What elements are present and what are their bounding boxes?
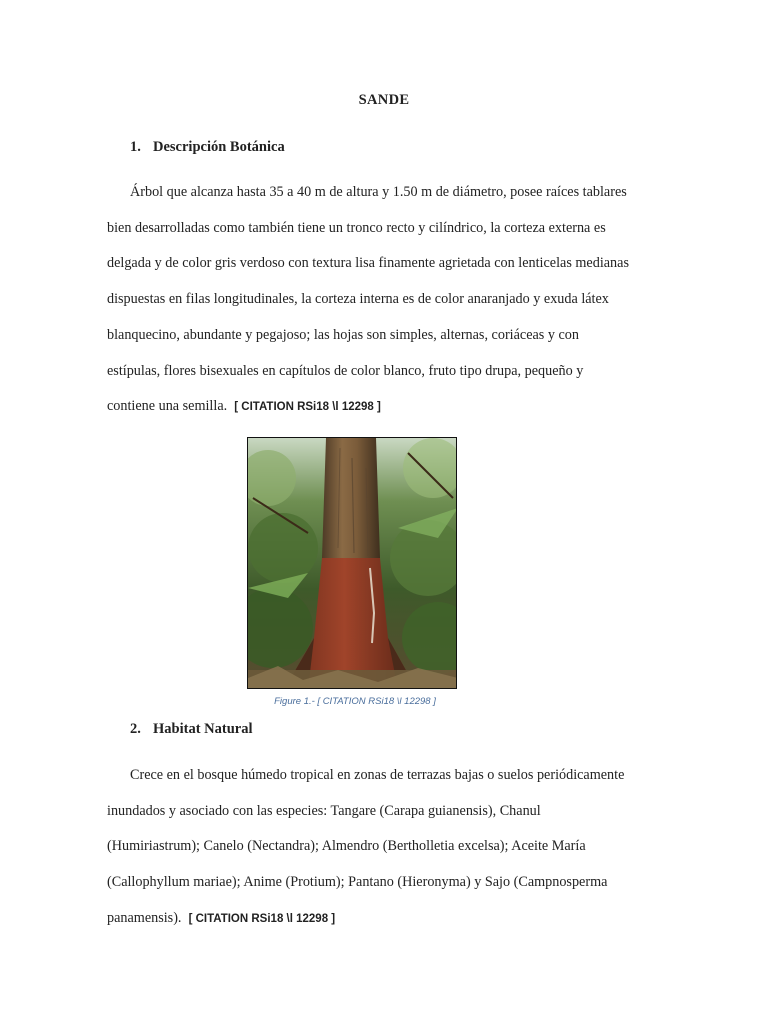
paragraph-line: estípulas, flores bisexuales en capítulos de color blanco, fruto tipo drupa, pequeño y [107, 362, 584, 379]
paragraph-last-line [107, 901, 667, 938]
paragraph-line: bien desarrolladas como también tiene un tronco recto y cilíndrico, la corteza externa es [107, 219, 606, 236]
paragraph-line: Crece en el bosque húmedo tropical en zonas de terrazas bajas o suelos periódicamente [130, 767, 625, 783]
citation: [ CITATION RSi18 \l 12298 ] [234, 401, 381, 414]
section-heading-descripcion [130, 139, 285, 156]
paragraph-line: contiene una semilla. [107, 398, 228, 415]
section-number: 1. [130, 139, 141, 155]
paragraph-descripcion [107, 175, 667, 426]
paragraph-line: panamensis). [107, 909, 182, 926]
tree-photo [247, 437, 457, 689]
paragraph-line: Árbol que alcanza hasta 35 a 40 m de altura y 1.50 m de diámetro, posee raíces tablares [130, 184, 627, 200]
section-title: Habitat Natural [153, 721, 253, 737]
paragraph-last-line [107, 389, 667, 426]
paragraph-line: dispuestas en filas longitudinales, la corteza interna es de color anaranjado y exuda látex [107, 291, 609, 308]
figure-caption: Figure 1.- [ CITATION RSi18 \l 12298 ] [274, 696, 436, 707]
paragraph-line: (Callophyllum mariae); Anime (Protium); Pantano (Hieronyma) y Sajo (Campnosperma [107, 874, 608, 891]
paragraph-habitat [107, 758, 667, 938]
section-title: Descripción Botánica [153, 139, 285, 155]
document-title: SANDE [358, 92, 410, 108]
paragraph-line: inundados y asociado con las especies: Tangare (Carapa guianensis), Chanul [107, 802, 541, 819]
paragraph-line: (Humiriastrum); Canelo (Nectandra); Almendro (Bertholletia excelsa); Aceite María [107, 838, 586, 855]
section-number: 2. [130, 721, 141, 737]
paragraph-line: blanquecino, abundante y pegajoso; las hojas son simples, alternas, coriáceas y con [107, 326, 579, 343]
citation: [ CITATION RSi18 \l 12298 ] [188, 912, 336, 925]
paragraph-line: delgada y de color gris verdoso con textura lisa finamente agrietada con lenticelas medianas [107, 255, 629, 272]
section-heading-habitat [130, 721, 252, 738]
